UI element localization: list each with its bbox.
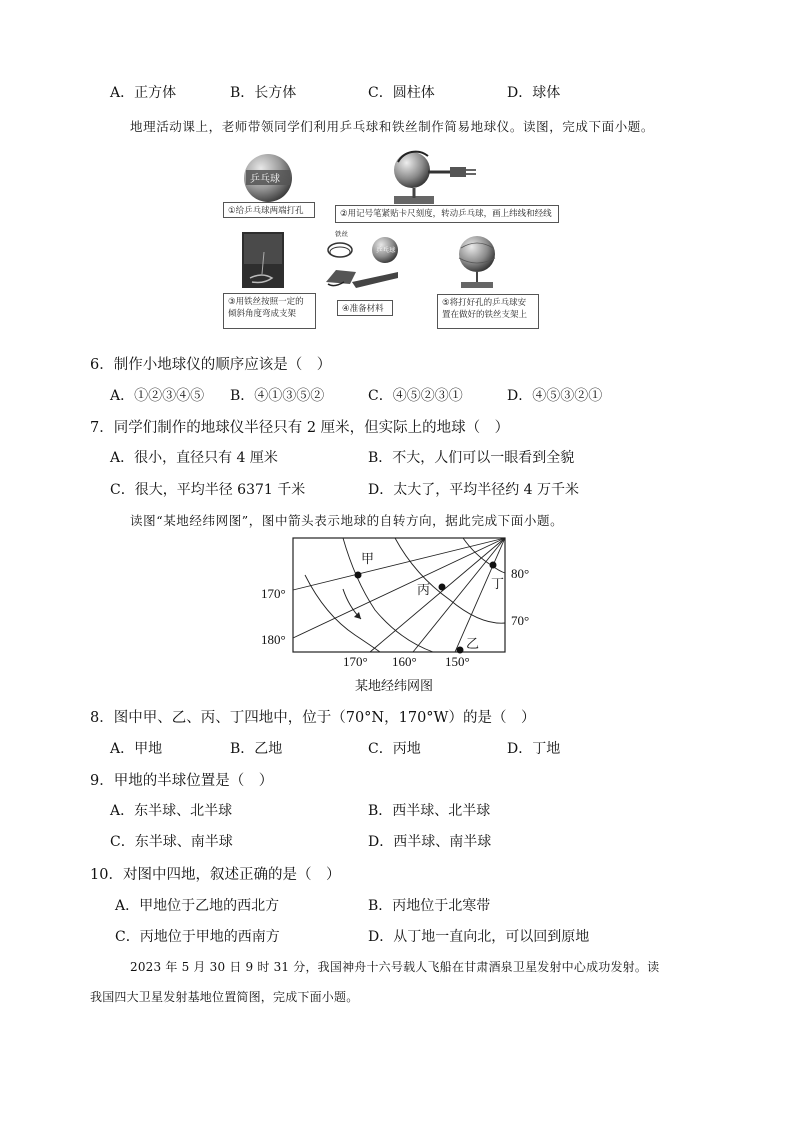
ball-label: 乒乓球 bbox=[250, 174, 280, 185]
point-yi-label: 乙 bbox=[466, 636, 480, 651]
q8-stem: 8．图中甲、乙、丙、丁四地中，位于（70°N，170°W）的是（ ） bbox=[90, 710, 536, 726]
ball-label-small: 乒乓球 bbox=[376, 246, 396, 254]
q10-option-c: C．丙地位于甲地的西南方 bbox=[115, 929, 280, 945]
q8-option-d: D．丁地 bbox=[507, 741, 561, 757]
q6-option-c: C．④⑤②③① bbox=[368, 388, 463, 404]
q5-option-b: B．长方体 bbox=[230, 85, 297, 101]
bottom-label-150: 150° bbox=[445, 654, 470, 669]
step3-caption: ③用铁丝按照一定的倾斜角度弯成支架 bbox=[223, 293, 316, 329]
globe-drawing-image bbox=[388, 148, 478, 208]
q9-option-c: C．东半球、南半球 bbox=[110, 834, 233, 850]
q9-option-a: A．东半球、北半球 bbox=[110, 803, 233, 819]
intro-globe-activity: 地理活动课上，老师带领同学们利用乒乓球和铁丝制作简易地球仪。读图，完成下面小题。 bbox=[130, 119, 655, 134]
q7-option-d: D．太大了，平均半径约 4 万千米 bbox=[368, 482, 580, 498]
intro-launch-line1: 2023 年 5 月 30 日 9 时 31 分，我国神舟十六号载人飞船在甘肃酒泉卫星发射中心成功发射。读 bbox=[130, 960, 660, 974]
q9-option-b: B．西半球、北半球 bbox=[368, 803, 491, 819]
point-yi-dot bbox=[457, 647, 464, 654]
intro-graticule: 读图“某地经纬网图”，图中箭头表示地球的自转方向，据此完成下面小题。 bbox=[130, 513, 564, 528]
graticule-title: 某地经纬网图 bbox=[355, 679, 434, 694]
q6-stem: 6．制作小地球仪的顺序应该是（ ） bbox=[90, 357, 332, 373]
left-label-180: 180° bbox=[261, 632, 286, 647]
wire-stand-image bbox=[242, 232, 284, 288]
q10-stem: 10．对图中四地，叙述正确的是（ ） bbox=[90, 867, 341, 883]
right-label-80: 80° bbox=[511, 566, 530, 581]
finished-globe-image bbox=[455, 232, 501, 292]
step5-caption: ⑤将打好孔的乒乓球安置在做好的铁丝支架上 bbox=[437, 294, 539, 329]
q7-option-a: A．很小，直径只有 4 厘米 bbox=[110, 450, 278, 466]
q8-option-a: A．甲地 bbox=[110, 741, 163, 757]
materials-image bbox=[322, 232, 402, 292]
point-jia-dot bbox=[355, 572, 362, 579]
q9-option-d: D．西半球、南半球 bbox=[368, 834, 492, 850]
bottom-label-170: 170° bbox=[343, 654, 368, 669]
graticule-map bbox=[255, 535, 555, 695]
q10-option-b: B．丙地位于北寒带 bbox=[368, 898, 491, 914]
q6-option-a: A．①②③④⑤ bbox=[110, 388, 205, 404]
point-ding-label: 丁 bbox=[491, 576, 505, 591]
step1-caption: ①给乒乓球两端打孔 bbox=[223, 202, 315, 218]
q6-option-d: D．④⑤③②① bbox=[507, 388, 603, 404]
right-label-70: 70° bbox=[511, 613, 530, 628]
q8-option-c: C．丙地 bbox=[368, 741, 421, 757]
q5-option-c: C．圆柱体 bbox=[368, 85, 435, 101]
wire-label: 铁丝 bbox=[335, 230, 348, 238]
q10-option-a: A．甲地位于乙地的西北方 bbox=[115, 898, 280, 914]
step4-caption: ④准备材料 bbox=[337, 300, 393, 316]
q5-option-d: D．球体 bbox=[507, 85, 561, 101]
graticule-figure bbox=[255, 535, 555, 695]
q6-option-b: B．④①③⑤② bbox=[230, 388, 325, 404]
q7-option-c: C．很大，平均半径 6371 千米 bbox=[110, 482, 306, 498]
bottom-label-160: 160° bbox=[392, 654, 417, 669]
q7-stem: 7．同学们制作的地球仪半径只有 2 厘米，但实际上的地球（ ） bbox=[90, 420, 510, 436]
q9-stem: 9．甲地的半球位置是（ ） bbox=[90, 773, 274, 789]
point-ding-dot bbox=[490, 562, 497, 569]
q7-option-b: B．不大，人们可以一眼看到全貌 bbox=[368, 450, 575, 466]
q5-option-a: A．正方体 bbox=[110, 85, 177, 101]
step2-caption: ②用记号笔紧贴卡尺刻度，转动乒乓球，画上纬线和经线 bbox=[335, 205, 559, 223]
point-jia-label: 甲 bbox=[361, 551, 375, 566]
point-bing-dot bbox=[439, 584, 446, 591]
q8-option-b: B．乙地 bbox=[230, 741, 283, 757]
intro-launch-line2: 我国四大卫星发射基地位置简图，完成下面小题。 bbox=[90, 990, 359, 1004]
point-bing-label: 丙 bbox=[417, 582, 431, 597]
q10-option-d: D．从丁地一直向北，可以回到原地 bbox=[368, 929, 590, 945]
left-label-170: 170° bbox=[261, 586, 286, 601]
